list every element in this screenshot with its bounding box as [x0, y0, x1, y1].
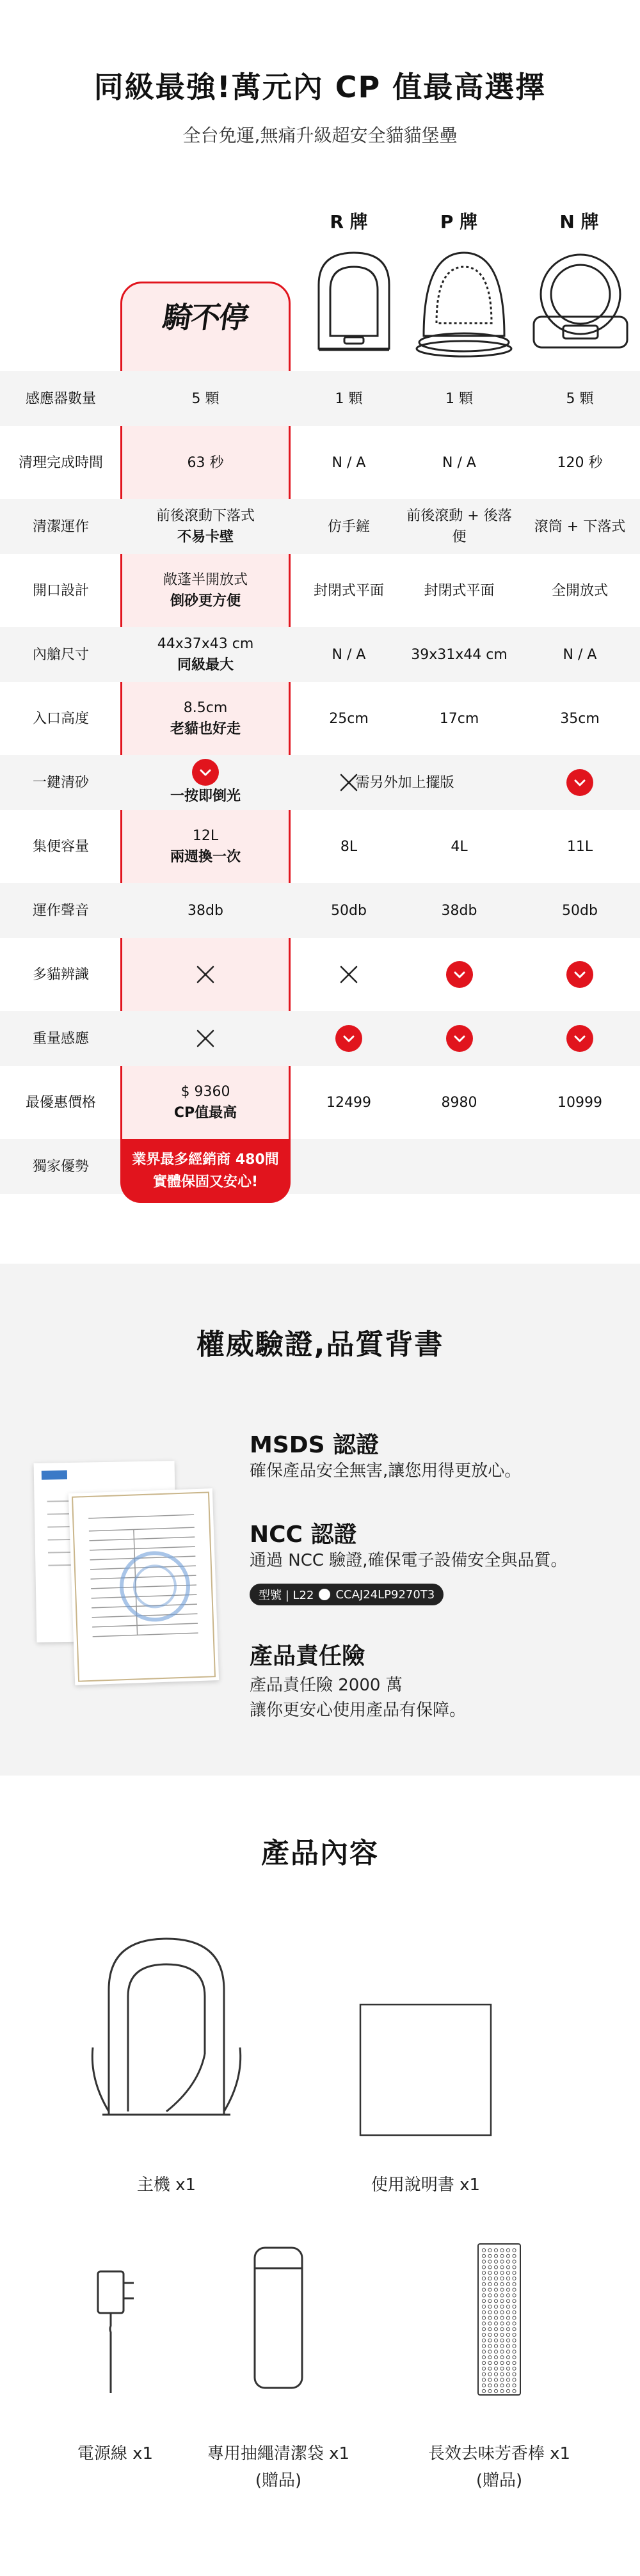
ncc-code: CCAJ24LP9270T3: [335, 1587, 435, 1602]
r-brand-device-image: [300, 240, 408, 358]
manual-image: [358, 2003, 493, 2137]
r-value: N / A: [332, 454, 366, 471]
ours-value: [122, 691, 289, 746]
insurance-text: [250, 1673, 466, 1723]
row-label: 感應器數量: [25, 390, 96, 407]
row-label: 清理完成時間: [18, 454, 103, 471]
row-label: 最優惠價格: [25, 1094, 96, 1111]
ours-value: 38db: [188, 902, 223, 919]
item-label: 電源線 x1: [77, 2444, 154, 2463]
ncc-text: 通過 NCC 驗證,確保電子設備安全與品質。: [250, 1551, 568, 1570]
p-value: 8980: [441, 1094, 477, 1111]
p-value: 38db: [441, 902, 477, 919]
row-one-click-clean: [0, 755, 640, 810]
row-multi-cat: [0, 947, 640, 1002]
item-label-line: 長效去味芳香棒 x1: [428, 2444, 571, 2463]
row-entrance-height: [0, 691, 640, 746]
insurance-line: 讓你更安心使用產品有保障。: [250, 1701, 467, 1720]
cross-icon: [195, 964, 216, 985]
item-label-line: 專用抽繩清潔袋 x1: [207, 2444, 350, 2463]
row-inner-size: [0, 627, 640, 682]
brand-r-heading: R 牌: [330, 211, 368, 232]
ours-value-line: $ 9360: [180, 1084, 230, 1100]
package-section-title: 產品內容: [261, 1837, 379, 1870]
n-value: [520, 755, 640, 810]
brand-p-heading: P 牌: [440, 211, 478, 232]
hero-title: 同級最強!萬元內 CP 值最高選擇: [93, 70, 547, 104]
item-label: 主機 x1: [136, 2175, 196, 2195]
n-value: 35cm: [560, 710, 600, 727]
row-opening-design: [0, 563, 640, 618]
check-icon: [566, 961, 593, 988]
badge-line: 業界最多經銷商 480間: [132, 1151, 279, 1168]
r-value: 12499: [326, 1094, 371, 1111]
ours-value-line: 8.5cm: [183, 700, 228, 716]
r-value: 仿手鏟: [327, 518, 370, 535]
ours-value: [122, 1075, 289, 1130]
n-value: 10999: [557, 1094, 602, 1111]
row-label: 集便容量: [32, 838, 89, 855]
item-label: 使用說明書 x1: [371, 2175, 481, 2195]
row-weight-sensing: [0, 1011, 640, 1066]
p-value: 17cm: [439, 710, 479, 727]
certification-section: [0, 1264, 640, 1776]
p-value: 1 顆: [445, 390, 473, 407]
main-unit-image: [83, 1920, 250, 2124]
ours-value: [122, 499, 289, 554]
ours-value-highlight: 倒砂更方便: [170, 593, 241, 609]
n-value: 11L: [566, 838, 593, 855]
ours-value: 63 秒: [187, 454, 224, 471]
row-exclusive-advantage: [0, 1139, 640, 1194]
model-label: 型號 | L22: [259, 1589, 314, 1602]
item-label: [397, 2441, 602, 2494]
ours-value-highlight: 一按即倒光: [170, 788, 241, 804]
row-label: 入口高度: [32, 710, 89, 727]
ours-value-line: 敞蓬半開放式: [163, 572, 248, 588]
ncc-logo-icon: [319, 1589, 330, 1600]
ours-value-line: 44x37x43 cm: [157, 636, 254, 652]
msds-text: 確保產品安全無害,讓您用得更放心。: [250, 1461, 522, 1481]
ours-value: [122, 947, 289, 1002]
brand-n-heading: N 牌: [559, 211, 599, 232]
row-best-price: [0, 1075, 640, 1130]
check-icon: [446, 1025, 473, 1052]
row-label: 獨家優勢: [32, 1158, 89, 1175]
fragrance-stick-image: [477, 2243, 522, 2396]
n-value: 5 顆: [566, 390, 594, 407]
r-value: 1 顆: [335, 390, 363, 407]
check-icon: [192, 759, 219, 786]
row-clean-time: [0, 435, 640, 490]
row-sensors: [0, 371, 640, 426]
p-value: N / A: [442, 454, 476, 471]
check-icon: [566, 1025, 593, 1052]
msds-title: MSDS 認證: [250, 1432, 380, 1458]
row-noise: [0, 883, 640, 938]
exclusive-advantage-badge: [120, 1139, 291, 1203]
row-label: 一鍵清砂: [32, 774, 89, 791]
r-value: 封閉式平面: [313, 582, 384, 599]
ours-value: [122, 755, 289, 810]
p-value: 封閉式平面: [424, 582, 495, 599]
ours-value: [122, 819, 289, 874]
p-value: 需另外加上擺版: [355, 774, 454, 791]
check-icon: [335, 1025, 362, 1052]
power-cord-image: [86, 2259, 144, 2399]
row-label: 運作聲音: [32, 902, 89, 919]
ours-value-highlight: 不易卡壁: [177, 529, 234, 545]
ours-value-line: 前後滾動下落式: [156, 508, 255, 524]
ours-value: [122, 563, 289, 618]
item-label-line: (贈品): [255, 2470, 302, 2490]
r-value: [294, 947, 403, 1002]
n-value: [520, 947, 640, 1002]
ours-value-line: 12L: [192, 828, 219, 844]
n-value: 50db: [562, 902, 598, 919]
ours-value: 5 顆: [191, 390, 220, 407]
p-value: 4L: [451, 838, 468, 855]
brand-logo: 騎不停: [160, 300, 250, 335]
r-value: 8L: [340, 838, 358, 855]
insurance-line: 產品責任險 2000 萬: [250, 1676, 403, 1695]
cross-icon: [338, 964, 360, 985]
n-value: 全開放式: [551, 582, 608, 599]
n-value: 120 秒: [557, 454, 603, 471]
ours-value-highlight: 兩週換一次: [170, 849, 241, 865]
n-value: 滾筒 + 下落式: [534, 518, 626, 535]
ncc-document-image: [68, 1488, 219, 1685]
model-badge: [250, 1584, 444, 1605]
n-brand-device-image: [526, 240, 635, 358]
item-label: [179, 2441, 378, 2494]
row-label: 清潔運作: [32, 518, 89, 535]
row-waste-capacity: [0, 819, 640, 874]
badge-line: 實體保固又安心!: [152, 1174, 259, 1190]
n-value: N / A: [563, 646, 597, 663]
r-value: 50db: [331, 902, 367, 919]
p-value: 前後滾動 + 後落便: [406, 508, 512, 545]
r-value: N / A: [332, 646, 366, 663]
ours-value: [122, 1011, 289, 1066]
p-value: [403, 947, 515, 1002]
row-label: 多貓辨識: [32, 966, 89, 983]
ours-value: [122, 627, 289, 682]
row-cleaning-operation: [0, 499, 640, 554]
cross-icon: [195, 1028, 216, 1049]
r-value: [294, 1011, 403, 1066]
ours-value-highlight: 同級最大: [177, 657, 234, 673]
ncc-title: NCC 認證: [250, 1522, 357, 1548]
p-value: 39x31x44 cm: [411, 646, 508, 663]
n-value: [520, 1011, 640, 1066]
p-brand-device-image: [410, 240, 518, 358]
hero-subtitle: 全台免運,無痛升級超安全貓貓堡壘: [182, 125, 458, 146]
insurance-title: 產品責任險: [250, 1643, 365, 1669]
r-value: 25cm: [329, 710, 369, 727]
ours-value-highlight: CP值最高: [173, 1105, 237, 1121]
item-label-line: (贈品): [476, 2470, 523, 2490]
p-value: [403, 1011, 515, 1066]
check-icon: [446, 961, 473, 988]
cleaning-bag-image: [250, 2243, 307, 2393]
cert-section-title: 權威驗證,品質背書: [196, 1328, 444, 1361]
row-label: 開口設計: [32, 582, 89, 599]
check-icon: [566, 769, 593, 796]
row-label: 重量感應: [32, 1030, 89, 1047]
row-label: 內艙尺寸: [32, 646, 89, 663]
ours-value-highlight: 老貓也好走: [170, 721, 241, 737]
